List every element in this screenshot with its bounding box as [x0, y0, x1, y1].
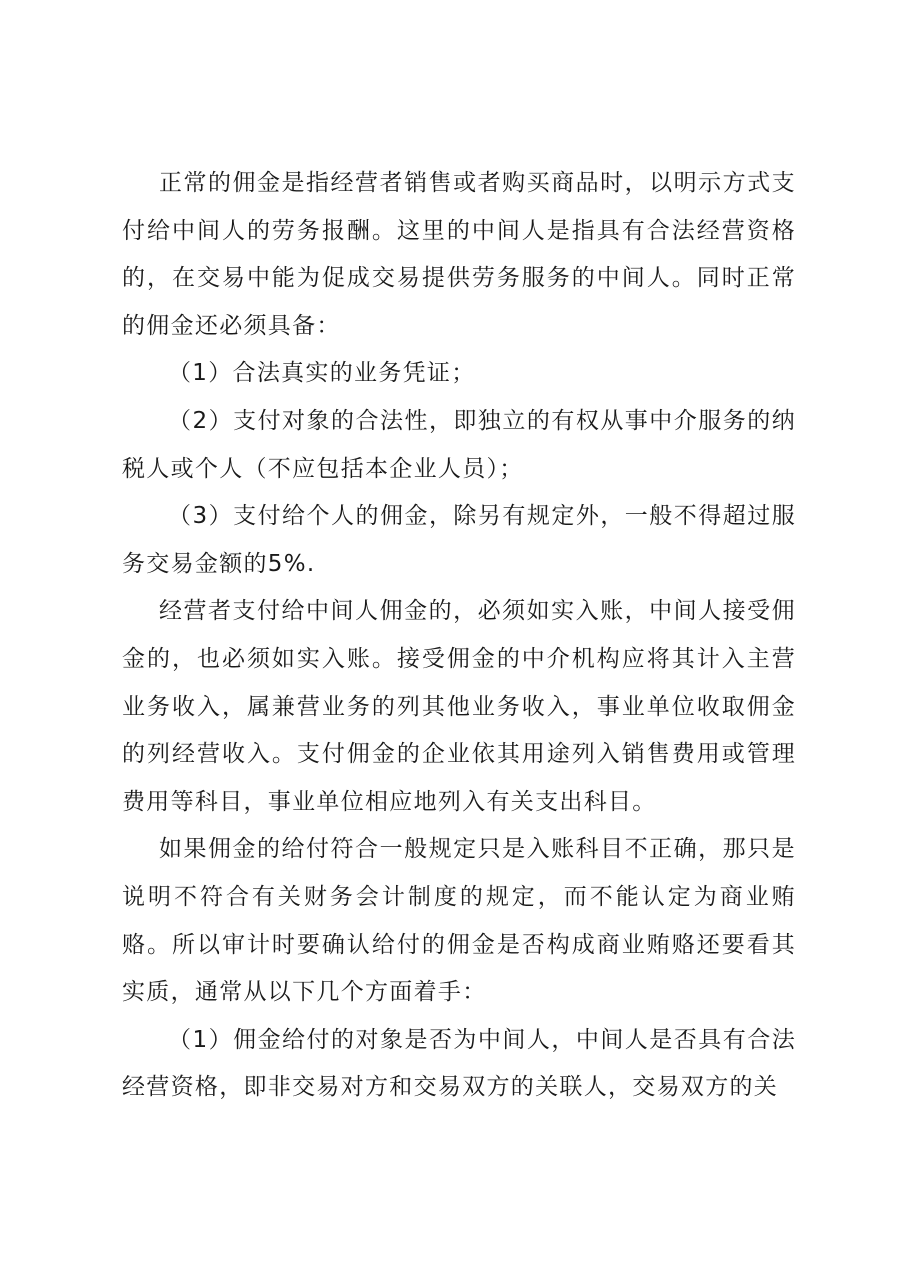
list-item-3-limit: （3）支付给个人的佣金，除另有规定外，一般不得超过服务交易金额的5%. [122, 503, 796, 577]
document-body [122, 160, 796, 1112]
list-item-audit-1: （1）佣金给付的对象是否为中间人，中间人是否具有合法经营资格，即非交易对方和交易双方的关联人，交易双方的关 [122, 1026, 796, 1101]
list-item-2-payee-legality: （2）支付对象的合法性，即独立的有权从事中介服务的纳税人或个人（不应包括本企业人员）； [122, 407, 796, 482]
list-item-1-legal-voucher: （1）合法真实的业务凭证； [168, 360, 476, 387]
paragraph-accounting: 经营者支付给中间人佣金的，必须如实入账，中间人接受佣金的，也必须如实入账。接受佣金的中介机构应将其计入主营业务收入，属兼营业务的列其他业务收入，事业单位收取佣金的列经营收入。支付佣金的企业依其用途列入销售费用或管理费用等科目，事业单位相应地列入有关支出科目。 [122, 598, 796, 815]
paragraph-audit: 如果佣金的给付符合一般规定只是入账科目不正确，那只是说明不符合有关财务会计制度的规定，而不能认定为商业贿赂。所以审计时要确认给付的佣金是否构成商业贿赂还要看其实质，通常从以下几个方面着手： [122, 836, 796, 1006]
paragraph-commission-definition: 正常的佣金是指经营者销售或者购买商品时，以明示方式支付给中间人的劳务报酬。这里的中间人是指具有合法经营资格的，在交易中能为促成交易提供劳务服务的中间人。同时正常的佣金还必须具备： [122, 170, 796, 339]
